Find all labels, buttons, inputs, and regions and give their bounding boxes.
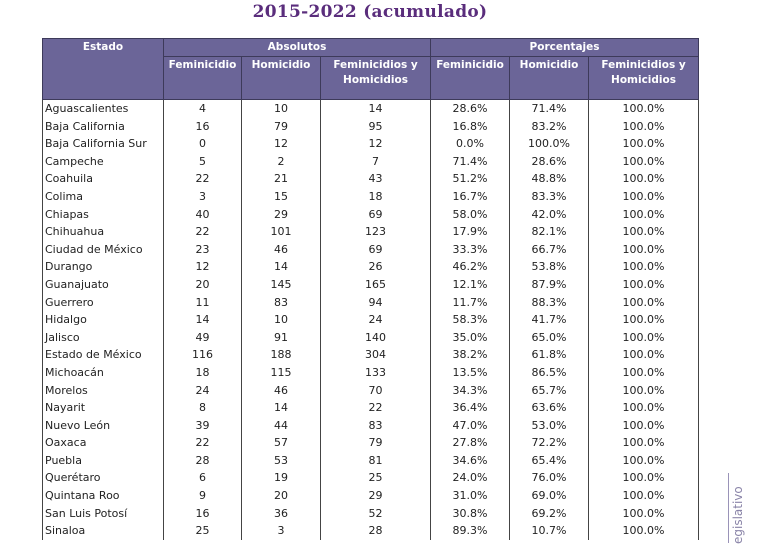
cell-value: 87.9% (510, 276, 589, 294)
cell-value: 86.5% (510, 364, 589, 382)
table-row (43, 258, 699, 276)
cell-value: 46 (242, 241, 321, 259)
cell-value: 6 (164, 469, 242, 487)
cell-value: 100.0% (589, 206, 699, 224)
cell-value: 83.3% (510, 188, 589, 206)
cell-value: 10.7% (510, 522, 589, 540)
cell-value: 100.0% (589, 276, 699, 294)
cell-value: 100.0% (589, 469, 699, 487)
state-name: Estado de México (43, 346, 164, 364)
header-abs-feminicidio: Feminicidio (164, 57, 242, 100)
cell-value: 33.3% (431, 241, 510, 259)
cell-value: 40 (164, 206, 242, 224)
cell-value: 18 (321, 188, 431, 206)
cell-value: 100.0% (589, 100, 699, 118)
cell-value: 20 (164, 276, 242, 294)
table-title: 2015-2022 (acumulado) (252, 2, 488, 22)
cell-value: 83.2% (510, 118, 589, 136)
cell-value: 36.4% (431, 399, 510, 417)
cell-value: 116 (164, 346, 242, 364)
cell-value: 71.4% (431, 153, 510, 171)
state-name: Querétaro (43, 469, 164, 487)
cell-value: 65.0% (510, 329, 589, 347)
cell-value: 72.2% (510, 434, 589, 452)
table-row (43, 434, 699, 452)
cell-value: 88.3% (510, 294, 589, 312)
cell-value: 15 (242, 188, 321, 206)
cell-value: 2 (242, 153, 321, 171)
cell-value: 39 (164, 417, 242, 435)
cell-value: 69 (321, 241, 431, 259)
state-name: Baja California (43, 118, 164, 136)
cell-value: 18 (164, 364, 242, 382)
cell-value: 83 (321, 417, 431, 435)
cell-value: 81 (321, 452, 431, 470)
cell-value: 140 (321, 329, 431, 347)
cell-value: 94 (321, 294, 431, 312)
cell-value: 14 (321, 100, 431, 118)
cell-value: 38.2% (431, 346, 510, 364)
state-name: Hidalgo (43, 311, 164, 329)
cell-value: 100.0% (589, 118, 699, 136)
cell-value: 145 (242, 276, 321, 294)
cell-value: 46.2% (431, 258, 510, 276)
cell-value: 35.0% (431, 329, 510, 347)
cell-value: 57 (242, 434, 321, 452)
cell-value: 83 (242, 294, 321, 312)
cell-value: 100.0% (589, 346, 699, 364)
cell-value: 91 (242, 329, 321, 347)
cell-value: 5 (164, 153, 242, 171)
cell-value: 47.0% (431, 417, 510, 435)
state-name: Colima (43, 188, 164, 206)
cell-value: 36 (242, 505, 321, 523)
cell-value: 14 (164, 311, 242, 329)
cell-value: 0 (164, 135, 242, 153)
state-name: Oaxaca (43, 434, 164, 452)
cell-value: 100.0% (589, 364, 699, 382)
table-row (43, 118, 699, 136)
state-name: Sinaloa (43, 522, 164, 540)
cell-value: 101 (242, 223, 321, 241)
cell-value: 66.7% (510, 241, 589, 259)
cell-value: 27.8% (431, 434, 510, 452)
cell-value: 63.6% (510, 399, 589, 417)
cell-value: 16 (164, 118, 242, 136)
cell-value: 69.0% (510, 487, 589, 505)
cell-value: 26 (321, 258, 431, 276)
cell-value: 10 (242, 100, 321, 118)
cell-value: 22 (164, 434, 242, 452)
cell-value: 44 (242, 417, 321, 435)
cell-value: 53.8% (510, 258, 589, 276)
cell-value: 82.1% (510, 223, 589, 241)
cell-value: 41.7% (510, 311, 589, 329)
cell-value: 22 (321, 399, 431, 417)
cell-value: 28 (164, 452, 242, 470)
cell-value: 100.0% (589, 223, 699, 241)
state-name: Nuevo León (43, 417, 164, 435)
cell-value: 100.0% (589, 487, 699, 505)
cell-value: 100.0% (589, 522, 699, 540)
side-label: egislativo (731, 486, 745, 544)
cell-value: 100.0% (589, 170, 699, 188)
table-row (43, 206, 699, 224)
data-table (42, 38, 699, 540)
state-name: Chiapas (43, 206, 164, 224)
cell-value: 79 (321, 434, 431, 452)
table-row (43, 153, 699, 171)
table-row (43, 223, 699, 241)
cell-value: 17.9% (431, 223, 510, 241)
header-estado: Estado (43, 39, 164, 100)
cell-value: 100.0% (589, 153, 699, 171)
cell-value: 48.8% (510, 170, 589, 188)
state-name: Guerrero (43, 294, 164, 312)
state-name: Campeche (43, 153, 164, 171)
cell-value: 100.0% (589, 241, 699, 259)
table-row (43, 188, 699, 206)
state-name: Puebla (43, 452, 164, 470)
cell-value: 25 (164, 522, 242, 540)
cell-value: 52 (321, 505, 431, 523)
cell-value: 22 (164, 223, 242, 241)
cell-value: 71.4% (510, 100, 589, 118)
state-name: Michoacán (43, 364, 164, 382)
cell-value: 11.7% (431, 294, 510, 312)
cell-value: 100.0% (589, 505, 699, 523)
cell-value: 100.0% (589, 329, 699, 347)
cell-value: 3 (164, 188, 242, 206)
table-row (43, 505, 699, 523)
header-absolutos: Absolutos (164, 39, 431, 57)
cell-value: 100.0% (589, 135, 699, 153)
cell-value: 12.1% (431, 276, 510, 294)
cell-value: 11 (164, 294, 242, 312)
table-row (43, 294, 699, 312)
table-row (43, 487, 699, 505)
state-name: Guanajuato (43, 276, 164, 294)
cell-value: 123 (321, 223, 431, 241)
cell-value: 70 (321, 382, 431, 400)
cell-value: 13.5% (431, 364, 510, 382)
table-row (43, 346, 699, 364)
cell-value: 100.0% (589, 258, 699, 276)
cell-value: 20 (242, 487, 321, 505)
cell-value: 16.7% (431, 188, 510, 206)
table-row (43, 276, 699, 294)
cell-value: 79 (242, 118, 321, 136)
state-name: Jalisco (43, 329, 164, 347)
cell-value: 28.6% (510, 153, 589, 171)
cell-value: 100.0% (589, 434, 699, 452)
cell-value: 12 (242, 135, 321, 153)
cell-value: 28.6% (431, 100, 510, 118)
cell-value: 21 (242, 170, 321, 188)
cell-value: 100.0% (589, 399, 699, 417)
cell-value: 24.0% (431, 469, 510, 487)
state-name: Aguascalientes (43, 100, 164, 118)
state-name: Morelos (43, 382, 164, 400)
side-divider (728, 473, 729, 543)
cell-value: 24 (164, 382, 242, 400)
table-row (43, 135, 699, 153)
cell-value: 34.6% (431, 452, 510, 470)
cell-value: 53 (242, 452, 321, 470)
cell-value: 65.4% (510, 452, 589, 470)
state-name: Chihuahua (43, 223, 164, 241)
table-row (43, 241, 699, 259)
state-name: Baja California Sur (43, 135, 164, 153)
cell-value: 0.0% (431, 135, 510, 153)
table-row (43, 417, 699, 435)
cell-value: 89.3% (431, 522, 510, 540)
cell-value: 12 (321, 135, 431, 153)
cell-value: 51.2% (431, 170, 510, 188)
state-name: Quintana Roo (43, 487, 164, 505)
cell-value: 43 (321, 170, 431, 188)
table-row (43, 329, 699, 347)
cell-value: 9 (164, 487, 242, 505)
cell-value: 69 (321, 206, 431, 224)
cell-value: 65.7% (510, 382, 589, 400)
cell-value: 31.0% (431, 487, 510, 505)
state-name: San Luis Potosí (43, 505, 164, 523)
cell-value: 22 (164, 170, 242, 188)
table-row (43, 452, 699, 470)
cell-value: 188 (242, 346, 321, 364)
cell-value: 29 (242, 206, 321, 224)
cell-value: 100.0% (589, 188, 699, 206)
cell-value: 115 (242, 364, 321, 382)
cell-value: 4 (164, 100, 242, 118)
cell-value: 58.3% (431, 311, 510, 329)
state-name: Ciudad de México (43, 241, 164, 259)
cell-value: 49 (164, 329, 242, 347)
cell-value: 61.8% (510, 346, 589, 364)
cell-value: 23 (164, 241, 242, 259)
table-row (43, 399, 699, 417)
cell-value: 58.0% (431, 206, 510, 224)
table-row (43, 522, 699, 540)
cell-value: 100.0% (589, 452, 699, 470)
cell-value: 42.0% (510, 206, 589, 224)
cell-value: 24 (321, 311, 431, 329)
state-name: Nayarit (43, 399, 164, 417)
header-pct-homicidio: Homicidio (510, 57, 589, 100)
table-row (43, 100, 699, 118)
cell-value: 16 (164, 505, 242, 523)
cell-value: 25 (321, 469, 431, 487)
cell-value: 10 (242, 311, 321, 329)
header-abs-total: Feminicidios y Homicidios (321, 57, 431, 100)
cell-value: 46 (242, 382, 321, 400)
cell-value: 16.8% (431, 118, 510, 136)
header-porcentajes: Porcentajes (431, 39, 699, 57)
cell-value: 12 (164, 258, 242, 276)
table-row (43, 170, 699, 188)
cell-value: 69.2% (510, 505, 589, 523)
cell-value: 165 (321, 276, 431, 294)
header-abs-homicidio: Homicidio (242, 57, 321, 100)
cell-value: 133 (321, 364, 431, 382)
cell-value: 19 (242, 469, 321, 487)
table-row (43, 382, 699, 400)
cell-value: 100.0% (589, 382, 699, 400)
cell-value: 7 (321, 153, 431, 171)
cell-value: 14 (242, 399, 321, 417)
table-row (43, 469, 699, 487)
table-row (43, 311, 699, 329)
cell-value: 53.0% (510, 417, 589, 435)
header-pct-feminicidio: Feminicidio (431, 57, 510, 100)
cell-value: 14 (242, 258, 321, 276)
table-row (43, 364, 699, 382)
cell-value: 28 (321, 522, 431, 540)
cell-value: 3 (242, 522, 321, 540)
cell-value: 100.0% (589, 417, 699, 435)
state-name: Durango (43, 258, 164, 276)
cell-value: 30.8% (431, 505, 510, 523)
cell-value: 100.0% (589, 294, 699, 312)
cell-value: 100.0% (510, 135, 589, 153)
cell-value: 34.3% (431, 382, 510, 400)
header-pct-total: Feminicidios y Homicidios (589, 57, 699, 100)
cell-value: 8 (164, 399, 242, 417)
state-name: Coahuila (43, 170, 164, 188)
cell-value: 76.0% (510, 469, 589, 487)
cell-value: 100.0% (589, 311, 699, 329)
cell-value: 29 (321, 487, 431, 505)
cell-value: 304 (321, 346, 431, 364)
cell-value: 95 (321, 118, 431, 136)
